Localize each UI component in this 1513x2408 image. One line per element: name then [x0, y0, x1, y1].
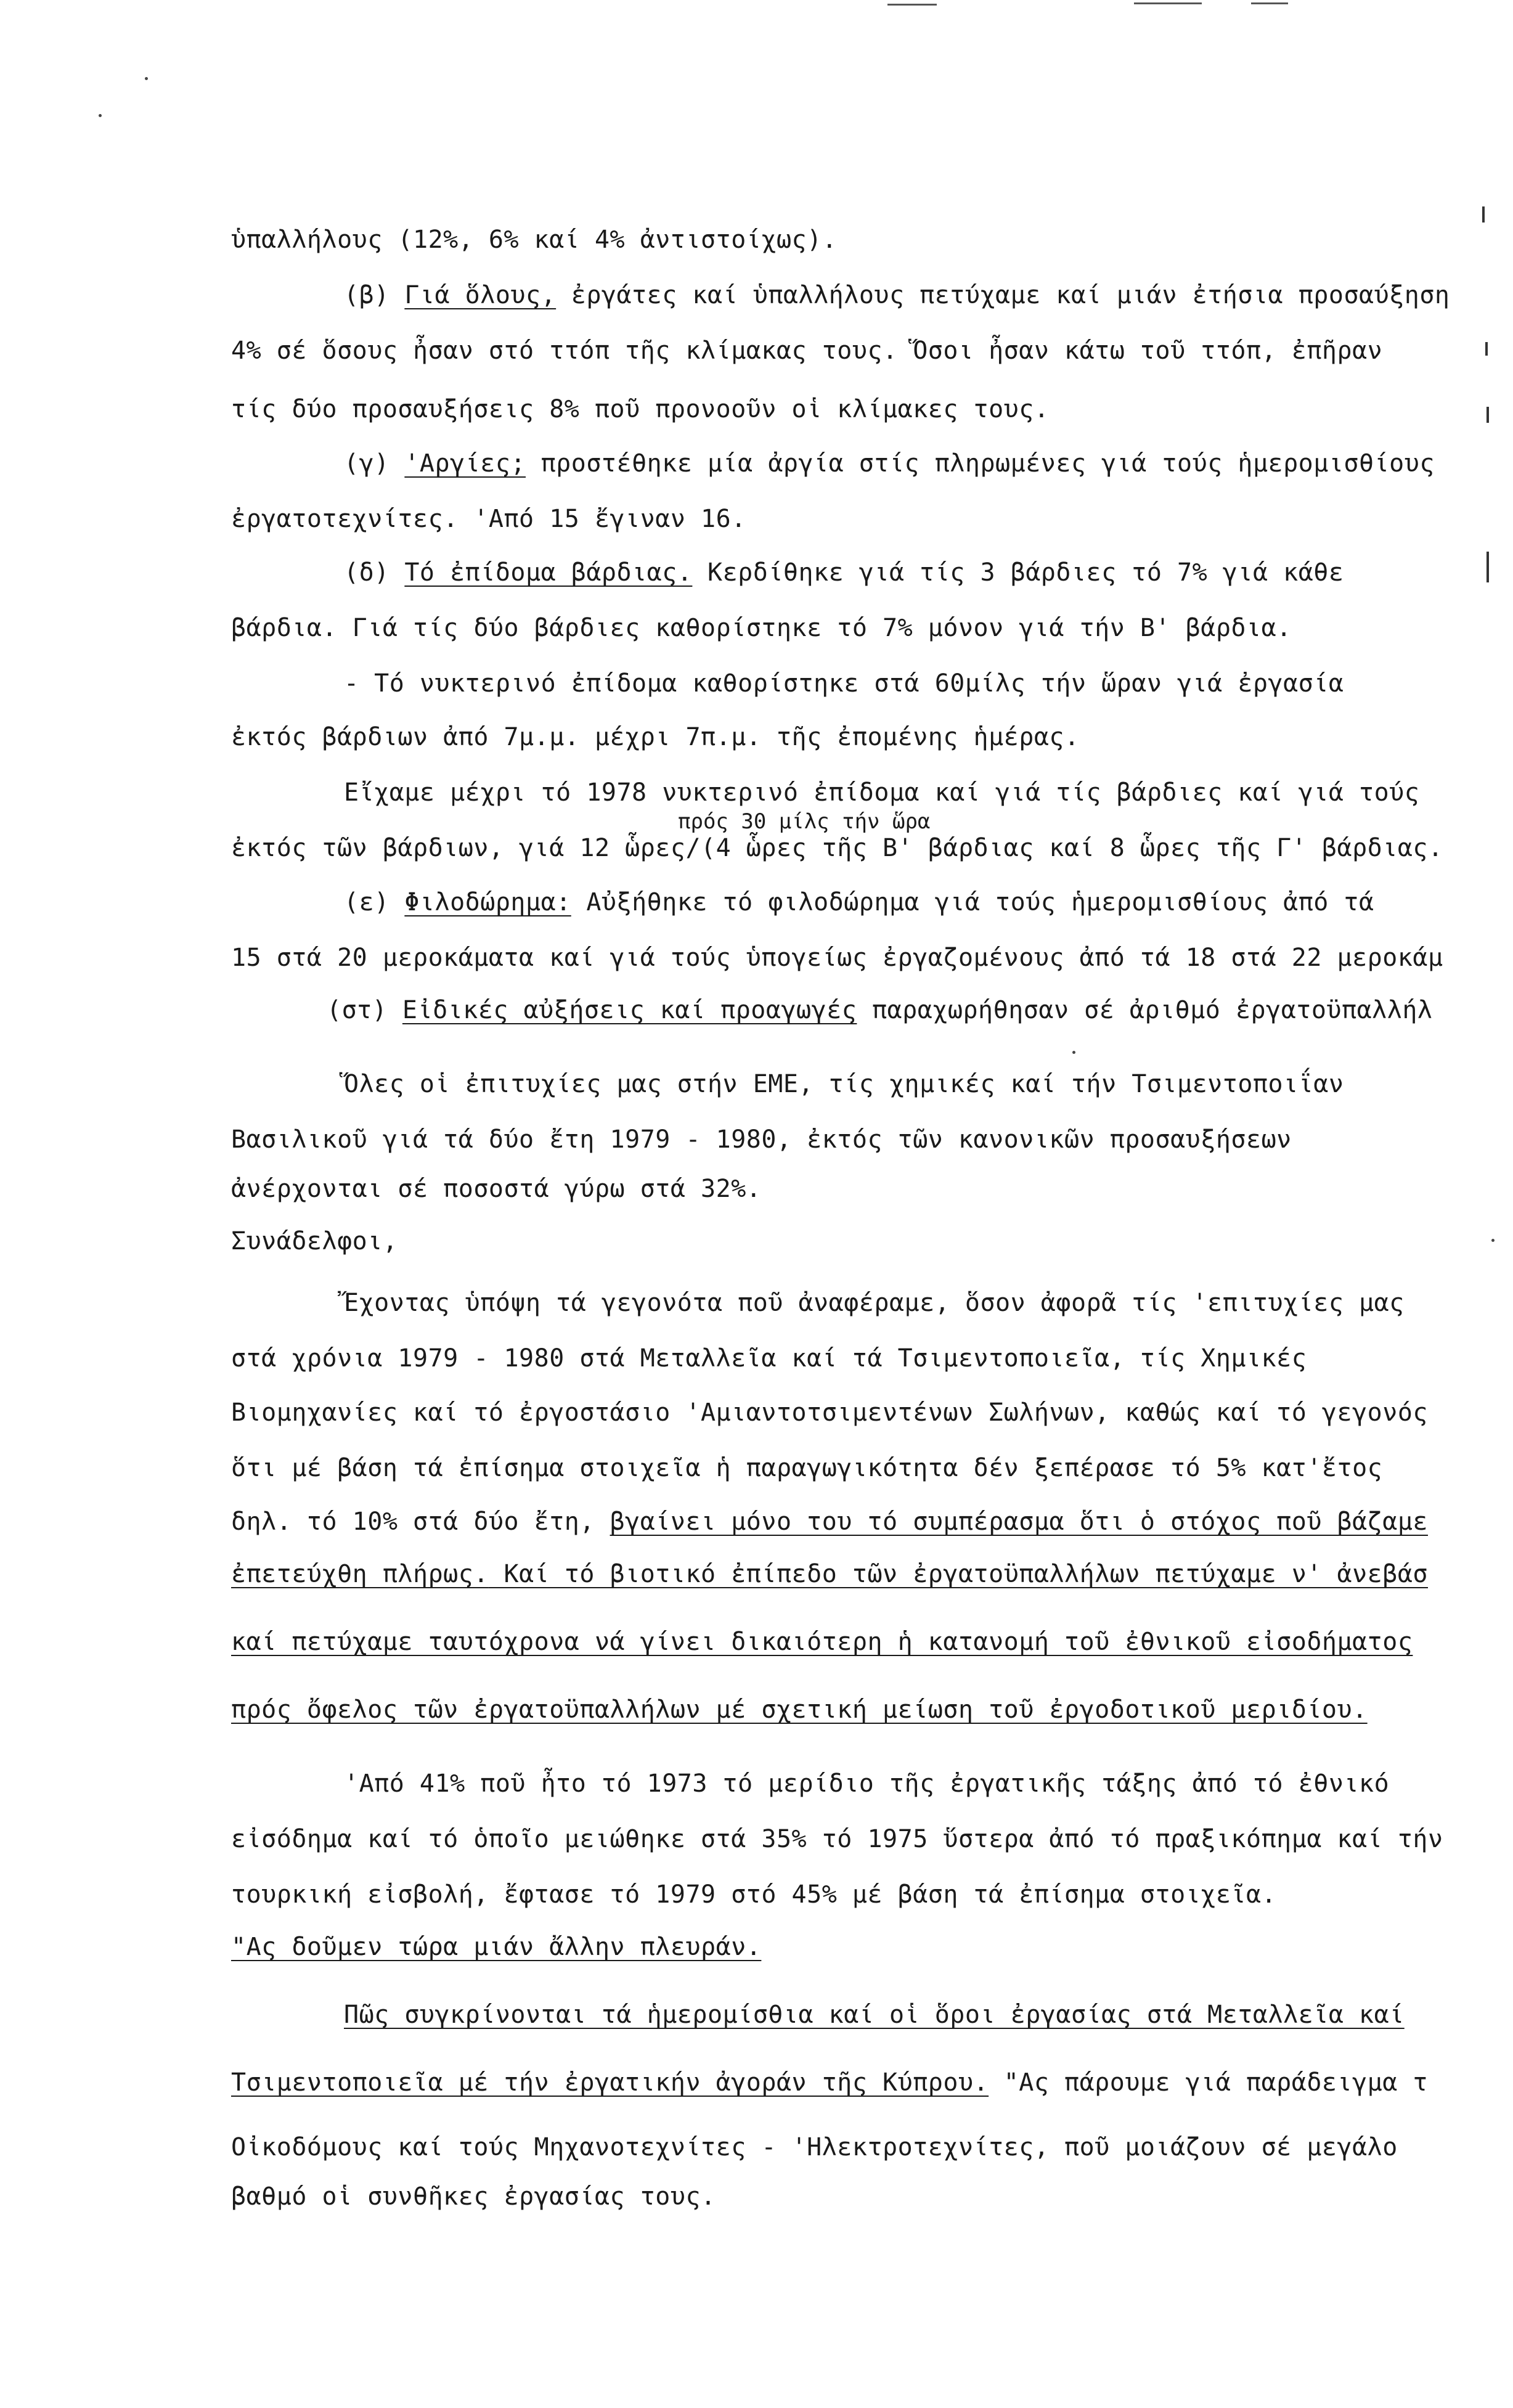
- text-line: ὅτι μέ βάση τά ἐπίσημα στοιχεῖα ἡ παραγωγικότητα δέν ξεπέρασε τό 5% κατ'ἔτος: [231, 1454, 1383, 1482]
- text-line: [231, 2068, 1428, 2097]
- scan-artifact-dot: [1491, 1239, 1495, 1242]
- label-g: (γ): [344, 449, 389, 478]
- margin-mark: [1486, 407, 1489, 423]
- paragraph-g: [344, 449, 1435, 478]
- text-line: ἐκτός τῶν βάρδιων, γιά 12 ὧρες/(4 ὧρες τῆς Β' βάρδιας καί 8 ὧρες τῆς Γ' βάρδιας.: [231, 834, 1443, 862]
- salutation: Συνάδελφοι,: [231, 1227, 398, 1255]
- inserted-annotation: πρός 30 μίλς τήν ὥρα: [678, 809, 931, 834]
- label-st: (στ): [327, 996, 388, 1024]
- text-line: ἐργατοτεχνίτες. 'Από 15 ἔγιναν 16.: [231, 505, 746, 533]
- text-line: ὑπαλλήλους (12%, 6% καί 4% ἀντιστοίχως).: [231, 226, 838, 254]
- text-line: Πῶς συγκρίνονται τά ἡμερομίσθια καί οἱ ὅροι ἐργασίας στά Μεταλλεῖα καί: [344, 2001, 1405, 2029]
- text-line: τίς δύο προσαυξήσεις 8% ποῦ προνοοῦν οἱ κλίμακες τους.: [231, 395, 1050, 423]
- paragraph-e: [344, 888, 1374, 917]
- text-line: τουρκική εἰσβολή, ἔφτασε τό 1979 στό 45% μέ βάση τά ἐπίσημα στοιχεῖα.: [231, 1880, 1277, 1909]
- margin-mark: [1482, 206, 1485, 222]
- text-line: 15 στά 20 μεροκάματα καί γιά τούς ὑπογείως ἐργαζομένους ἀπό τά 18 στά 22 μεροκάμ: [231, 944, 1443, 972]
- text-line: πρός ὄφελος τῶν ἐργατοϋπαλλήλων μέ σχετική μείωση τοῦ ἐργοδοτικοῦ μεριδίου.: [231, 1696, 1368, 1724]
- heading-g: 'Αργίες;: [404, 449, 526, 478]
- text-segment: δηλ. τό 10% στά δύο ἔτη,: [231, 1508, 610, 1536]
- text-line: στά χρόνια 1979 - 1980 στά Μεταλλεῖα καί τά Τσιμεντοποιεῖα, τίς Χημικές: [231, 1344, 1307, 1373]
- conclusion-underlined: ἐπετεύχθη πλήρως.: [231, 1560, 489, 1588]
- text-line: Οἰκοδόμους καί τούς Μηχανοτεχνίτες - 'Ηλεκτροτεχνίτες, ποῦ μοιάζουν σέ μεγάλο: [231, 2133, 1398, 2161]
- text-line: Εἴχαμε μέχρι τό 1978 νυκτερινό ἐπίδομα καί γιά τίς βάρδιες καί γιά τούς: [344, 778, 1420, 807]
- text-st: παραχωρήθησαν σέ ἀριθμό ἐργατοϋπαλλήλ: [857, 996, 1433, 1024]
- text-line: ἐκτός βάρδιων ἀπό 7μ.μ. μέχρι 7π.μ. τῆς ἐπομένης ἡμέρας.: [231, 723, 1080, 751]
- text-line: Ὅλες οἱ ἐπιτυχίες μας στήν ΕΜΕ, τίς χημικές καί τήν Τσιμεντοποιΐαν: [344, 1070, 1344, 1098]
- text-line: 'Από 41% ποῦ ἦτο τό 1973 τό μερίδιο τῆς ἐργατικῆς τάξης ἀπό τό ἐθνικό: [344, 1769, 1390, 1798]
- question-underlined: Τσιμεντοποιεῖα μέ τήν ἐργατικήν ἀγοράν τῆς Κύπρου.: [231, 2068, 989, 2097]
- text-g: προστέθηκε μία ἀργία στίς πληρωμένες γιά τούς ἡμερομισθίους: [526, 449, 1435, 478]
- paragraph-d: [344, 558, 1344, 587]
- scan-artifact-dot: [145, 77, 148, 80]
- margin-mark: [1485, 342, 1488, 356]
- label-e: (ε): [344, 888, 389, 916]
- text-line: 4% σέ ὅσους ἦσαν στό ττόπ τῆς κλίμακας τους. Ὅσοι ἦσαν κάτω τοῦ ττόπ, ἐπῆραν: [231, 337, 1383, 365]
- text-line: Ἔχοντας ὑπόψη τά γεγονότα ποῦ ἀναφέραμε, ὅσον ἀφορᾶ τίς 'επιτυχίες μας: [344, 1289, 1405, 1317]
- conclusion-underlined: Καί τό βιοτικό ἐπίπεδο τῶν ἐργατοϋπαλλήλων πετύχαμε ν' ἀνεβάσ: [488, 1560, 1428, 1588]
- text-line: - Τό νυκτερινό ἐπίδομα καθορίστηκε στά 60μίλς τήν ὥραν γιά ἐργασία: [344, 669, 1344, 698]
- text-segment: "Ας πάρουμε γιά παράδειγμα τ: [989, 2068, 1428, 2097]
- label-d: (δ): [344, 558, 389, 587]
- scan-artifact-line: [1134, 2, 1202, 4]
- scan-artifact-dot: [99, 114, 102, 117]
- text-d: Κερδίθηκε γιά τίς 3 βάρδιες τό 7% γιά κάθε: [692, 558, 1344, 587]
- text-line: βάρδια. Γιά τίς δύο βάρδιες καθορίστηκε τό 7% μόνον γιά τήν Β' βάρδια.: [231, 614, 1292, 642]
- text-line: βαθμό οἱ συνθῆκες ἐργασίας τους.: [231, 2182, 716, 2211]
- margin-mark: [1486, 552, 1489, 582]
- text-line: Βασιλικοῦ γιά τά δύο ἔτη 1979 - 1980, ἐκτός τῶν κανονικῶν προσαυξήσεων: [231, 1125, 1292, 1154]
- text-line: εἰσόδημα καί τό ὁποῖο μειώθηκε στά 35% τό 1975 ὕστερα ἀπό τό πραξικόπημα καί τήν: [231, 1825, 1443, 1853]
- text-line: [231, 1559, 1428, 1589]
- text-line: "Ας δοῦμεν τώρα μιάν ἄλλην πλευράν.: [231, 1933, 762, 1961]
- scan-artifact-line: [887, 4, 937, 6]
- heading-b: Γιά ὅλους,: [404, 281, 557, 309]
- text-e: Αὐξήθηκε τό φιλοδώρημα γιά τούς ἡμερομισθίους ἀπό τά: [571, 888, 1374, 916]
- paragraph-b: [344, 280, 1450, 310]
- text-line: ἀνέρχονται σέ ποσοστά γύρω στά 32%.: [231, 1175, 762, 1203]
- heading-e: Φιλοδώρημα:: [404, 888, 571, 916]
- scan-artifact-line: [1251, 2, 1288, 4]
- text-b: ἐργάτες καί ὑπαλλήλους πετύχαμε καί μιάν ἐτήσια προσαύξηση: [556, 281, 1450, 309]
- text-line: Βιομηχανίες καί τό ἐργοστάσιο 'Αμιαντοτσιμεντένων Σωλήνων, καθώς καί τό γεγονός: [231, 1398, 1428, 1427]
- label-b: (β): [344, 281, 389, 309]
- paragraph-st: [327, 995, 1433, 1025]
- text-line: [231, 1507, 1428, 1537]
- scan-artifact-dot: [1072, 1051, 1075, 1054]
- conclusion-underlined: βγαίνει μόνο του τό συμπέρασμα ὅτι ὁ στόχος ποῦ βάζαμε: [610, 1508, 1428, 1536]
- heading-st: Εἰδικές αὐξήσεις καί προαγωγές: [402, 996, 857, 1024]
- heading-d: Τό ἐπίδομα βάρδιας.: [404, 558, 693, 587]
- text-line: καί πετύχαμε ταυτόχρονα νά γίνει δικαιότερη ἡ κατανομή τοῦ ἐθνικοῦ εἰσοδήματος: [231, 1628, 1413, 1656]
